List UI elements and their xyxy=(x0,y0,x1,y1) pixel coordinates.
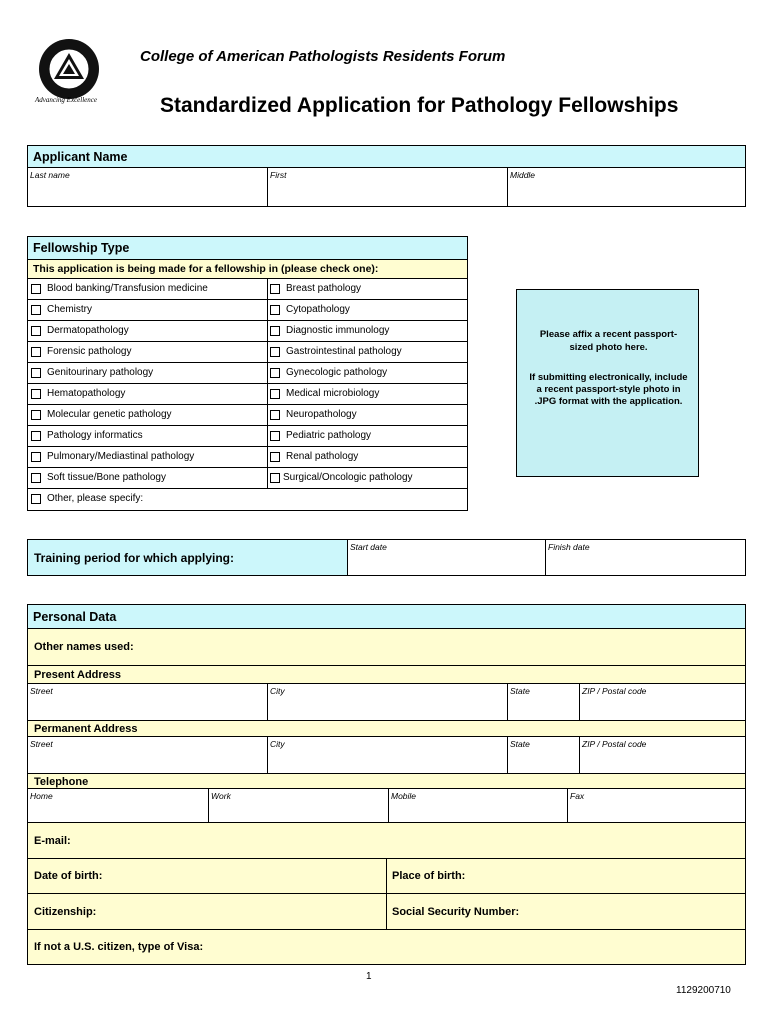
photo-box[interactable] xyxy=(516,289,699,477)
checkbox-9-left[interactable] xyxy=(31,473,41,483)
fellowship-option-label: Cytopathology xyxy=(286,304,350,315)
fax-field[interactable]: Fax xyxy=(567,789,745,822)
checkbox-5-right[interactable] xyxy=(270,389,280,399)
fellowship-option-label: Diagnostic immunology xyxy=(286,325,390,336)
fellowship-option-label: Genitourinary pathology xyxy=(47,367,154,378)
fellowship-heading: Fellowship Type xyxy=(28,237,467,260)
fellowship-option-label: Breast pathology xyxy=(286,283,362,294)
form-code: 1129200710 xyxy=(676,985,731,996)
visa-row[interactable]: If not a U.S. citizen, type of Visa: xyxy=(28,929,745,964)
checkbox-1-right[interactable] xyxy=(270,305,280,315)
other-names-row[interactable]: Other names used: xyxy=(28,628,745,665)
personal-data-section xyxy=(27,604,746,965)
start-date-field[interactable]: Start date xyxy=(347,540,545,575)
other-specify-label: Other, please specify: xyxy=(47,493,144,504)
fellowship-option-label: Hematopathology xyxy=(47,388,126,399)
fellowship-row xyxy=(28,278,467,299)
fellowship-type-section xyxy=(27,236,468,511)
fellowship-row xyxy=(28,362,467,383)
permanent-state-field[interactable]: State xyxy=(507,737,579,773)
home-phone-field[interactable]: Home xyxy=(30,791,53,801)
checkbox-3-right[interactable] xyxy=(270,347,280,357)
applicant-name-section xyxy=(27,145,746,207)
fellowship-option-label: Pediatric pathology xyxy=(286,430,372,441)
checkbox-2-right[interactable] xyxy=(270,326,280,336)
fellowship-option-label: Molecular genetic pathology xyxy=(47,409,172,420)
checkbox-3-left[interactable] xyxy=(31,347,41,357)
fellowship-option-label: Blood banking/Transfusion medicine xyxy=(47,283,208,294)
mobile-phone-field[interactable]: Mobile xyxy=(388,789,567,822)
fellowship-option-label: Gastrointestinal pathology xyxy=(286,346,402,357)
checkbox-4-left[interactable] xyxy=(31,368,41,378)
finish-date-field[interactable]: Finish date xyxy=(545,540,745,575)
checkbox-9-right[interactable] xyxy=(270,473,280,483)
checkbox-8-right[interactable] xyxy=(270,452,280,462)
first-name-field[interactable]: First xyxy=(267,168,507,206)
photo-electronic-instruction: If submitting electronically, include a recent passport-style photo in .JPG format with the application. xyxy=(529,372,688,407)
training-period-label: Training period for which applying: xyxy=(28,540,347,575)
checkbox-7-right[interactable] xyxy=(270,431,280,441)
ssn-field[interactable]: Social Security Number: xyxy=(386,894,745,930)
present-address-label: Present Address xyxy=(28,665,745,683)
fellowship-instruction: This application is being made for a fellowship in (please check one): xyxy=(28,260,467,278)
applicant-name-heading: Applicant Name xyxy=(28,146,745,168)
middle-name-field[interactable]: Middle xyxy=(507,168,745,206)
checkbox-1-left[interactable] xyxy=(31,305,41,315)
telephone-label: Telephone xyxy=(28,773,745,788)
checkbox-8-left[interactable] xyxy=(31,452,41,462)
fellowship-row xyxy=(28,446,467,467)
pob-field[interactable]: Place of birth: xyxy=(386,859,745,894)
present-city-field[interactable]: City xyxy=(267,684,507,720)
fellowship-option-label: Gynecologic pathology xyxy=(286,367,388,378)
fellowship-row xyxy=(28,383,467,404)
fellowship-option-label: Neuropathology xyxy=(286,409,357,420)
checkbox-6-right[interactable] xyxy=(270,410,280,420)
fellowship-option-label: Soft tissue/Bone pathology xyxy=(47,472,166,483)
fellowship-other-row xyxy=(28,488,467,509)
training-period-section xyxy=(27,539,746,576)
dob-field[interactable]: Date of birth: xyxy=(34,870,103,882)
personal-data-heading: Personal Data xyxy=(28,605,745,628)
fellowship-option-label: Surgical/Oncologic pathology xyxy=(283,472,413,483)
fellowship-option-label: Dermatopathology xyxy=(47,325,129,336)
checkbox-0-right[interactable] xyxy=(270,284,280,294)
fellowship-option-label: Pulmonary/Mediastinal pathology xyxy=(47,451,195,462)
dob-row xyxy=(28,858,745,893)
fellowship-option-label: Pathology informatics xyxy=(47,430,143,441)
fellowship-option-label: Medical microbiology xyxy=(286,388,380,399)
present-state-field[interactable]: State xyxy=(507,684,579,720)
permanent-zip-field[interactable]: ZIP / Postal code xyxy=(579,737,745,773)
page-number: 1 xyxy=(366,971,372,982)
checkbox-7-left[interactable] xyxy=(31,431,41,441)
work-phone-field[interactable]: Work xyxy=(208,789,388,822)
fellowship-option-label: Chemistry xyxy=(47,304,93,315)
permanent-city-field[interactable]: City xyxy=(267,737,507,773)
org-name: College of American Pathologists Residents Forum xyxy=(140,48,506,65)
checkbox-6-left[interactable] xyxy=(31,410,41,420)
fellowship-option-label: Renal pathology xyxy=(286,451,359,462)
checkbox-5-left[interactable] xyxy=(31,389,41,399)
page-title: Standardized Application for Pathology Fellowships xyxy=(160,94,679,117)
fellowship-row xyxy=(28,341,467,362)
checkbox-0-left[interactable] xyxy=(31,284,41,294)
checkbox-2-left[interactable] xyxy=(31,326,41,336)
cap-logo-icon xyxy=(38,38,100,100)
permanent-address-label: Permanent Address xyxy=(28,720,745,736)
tagline: Advancing Excellence xyxy=(35,96,97,104)
present-street-field[interactable]: Street xyxy=(30,686,53,696)
citizenship-field[interactable]: Citizenship: xyxy=(34,906,97,918)
permanent-street-field[interactable]: Street xyxy=(30,739,53,749)
fellowship-row xyxy=(28,467,467,488)
fellowship-row xyxy=(28,425,467,446)
fellowship-row xyxy=(28,404,467,425)
fellowship-row xyxy=(28,320,467,341)
checkbox-other[interactable] xyxy=(31,494,41,504)
email-row[interactable]: E-mail: xyxy=(28,822,745,858)
citizenship-row xyxy=(28,893,745,929)
last-name-field[interactable]: Last name xyxy=(30,170,70,180)
checkbox-4-right[interactable] xyxy=(270,368,280,378)
present-zip-field[interactable]: ZIP / Postal code xyxy=(579,684,745,720)
fellowship-option-label: Forensic pathology xyxy=(47,346,132,357)
photo-instruction: Please affix a recent passport-sized photo here. xyxy=(539,329,678,353)
fellowship-row xyxy=(28,299,467,320)
